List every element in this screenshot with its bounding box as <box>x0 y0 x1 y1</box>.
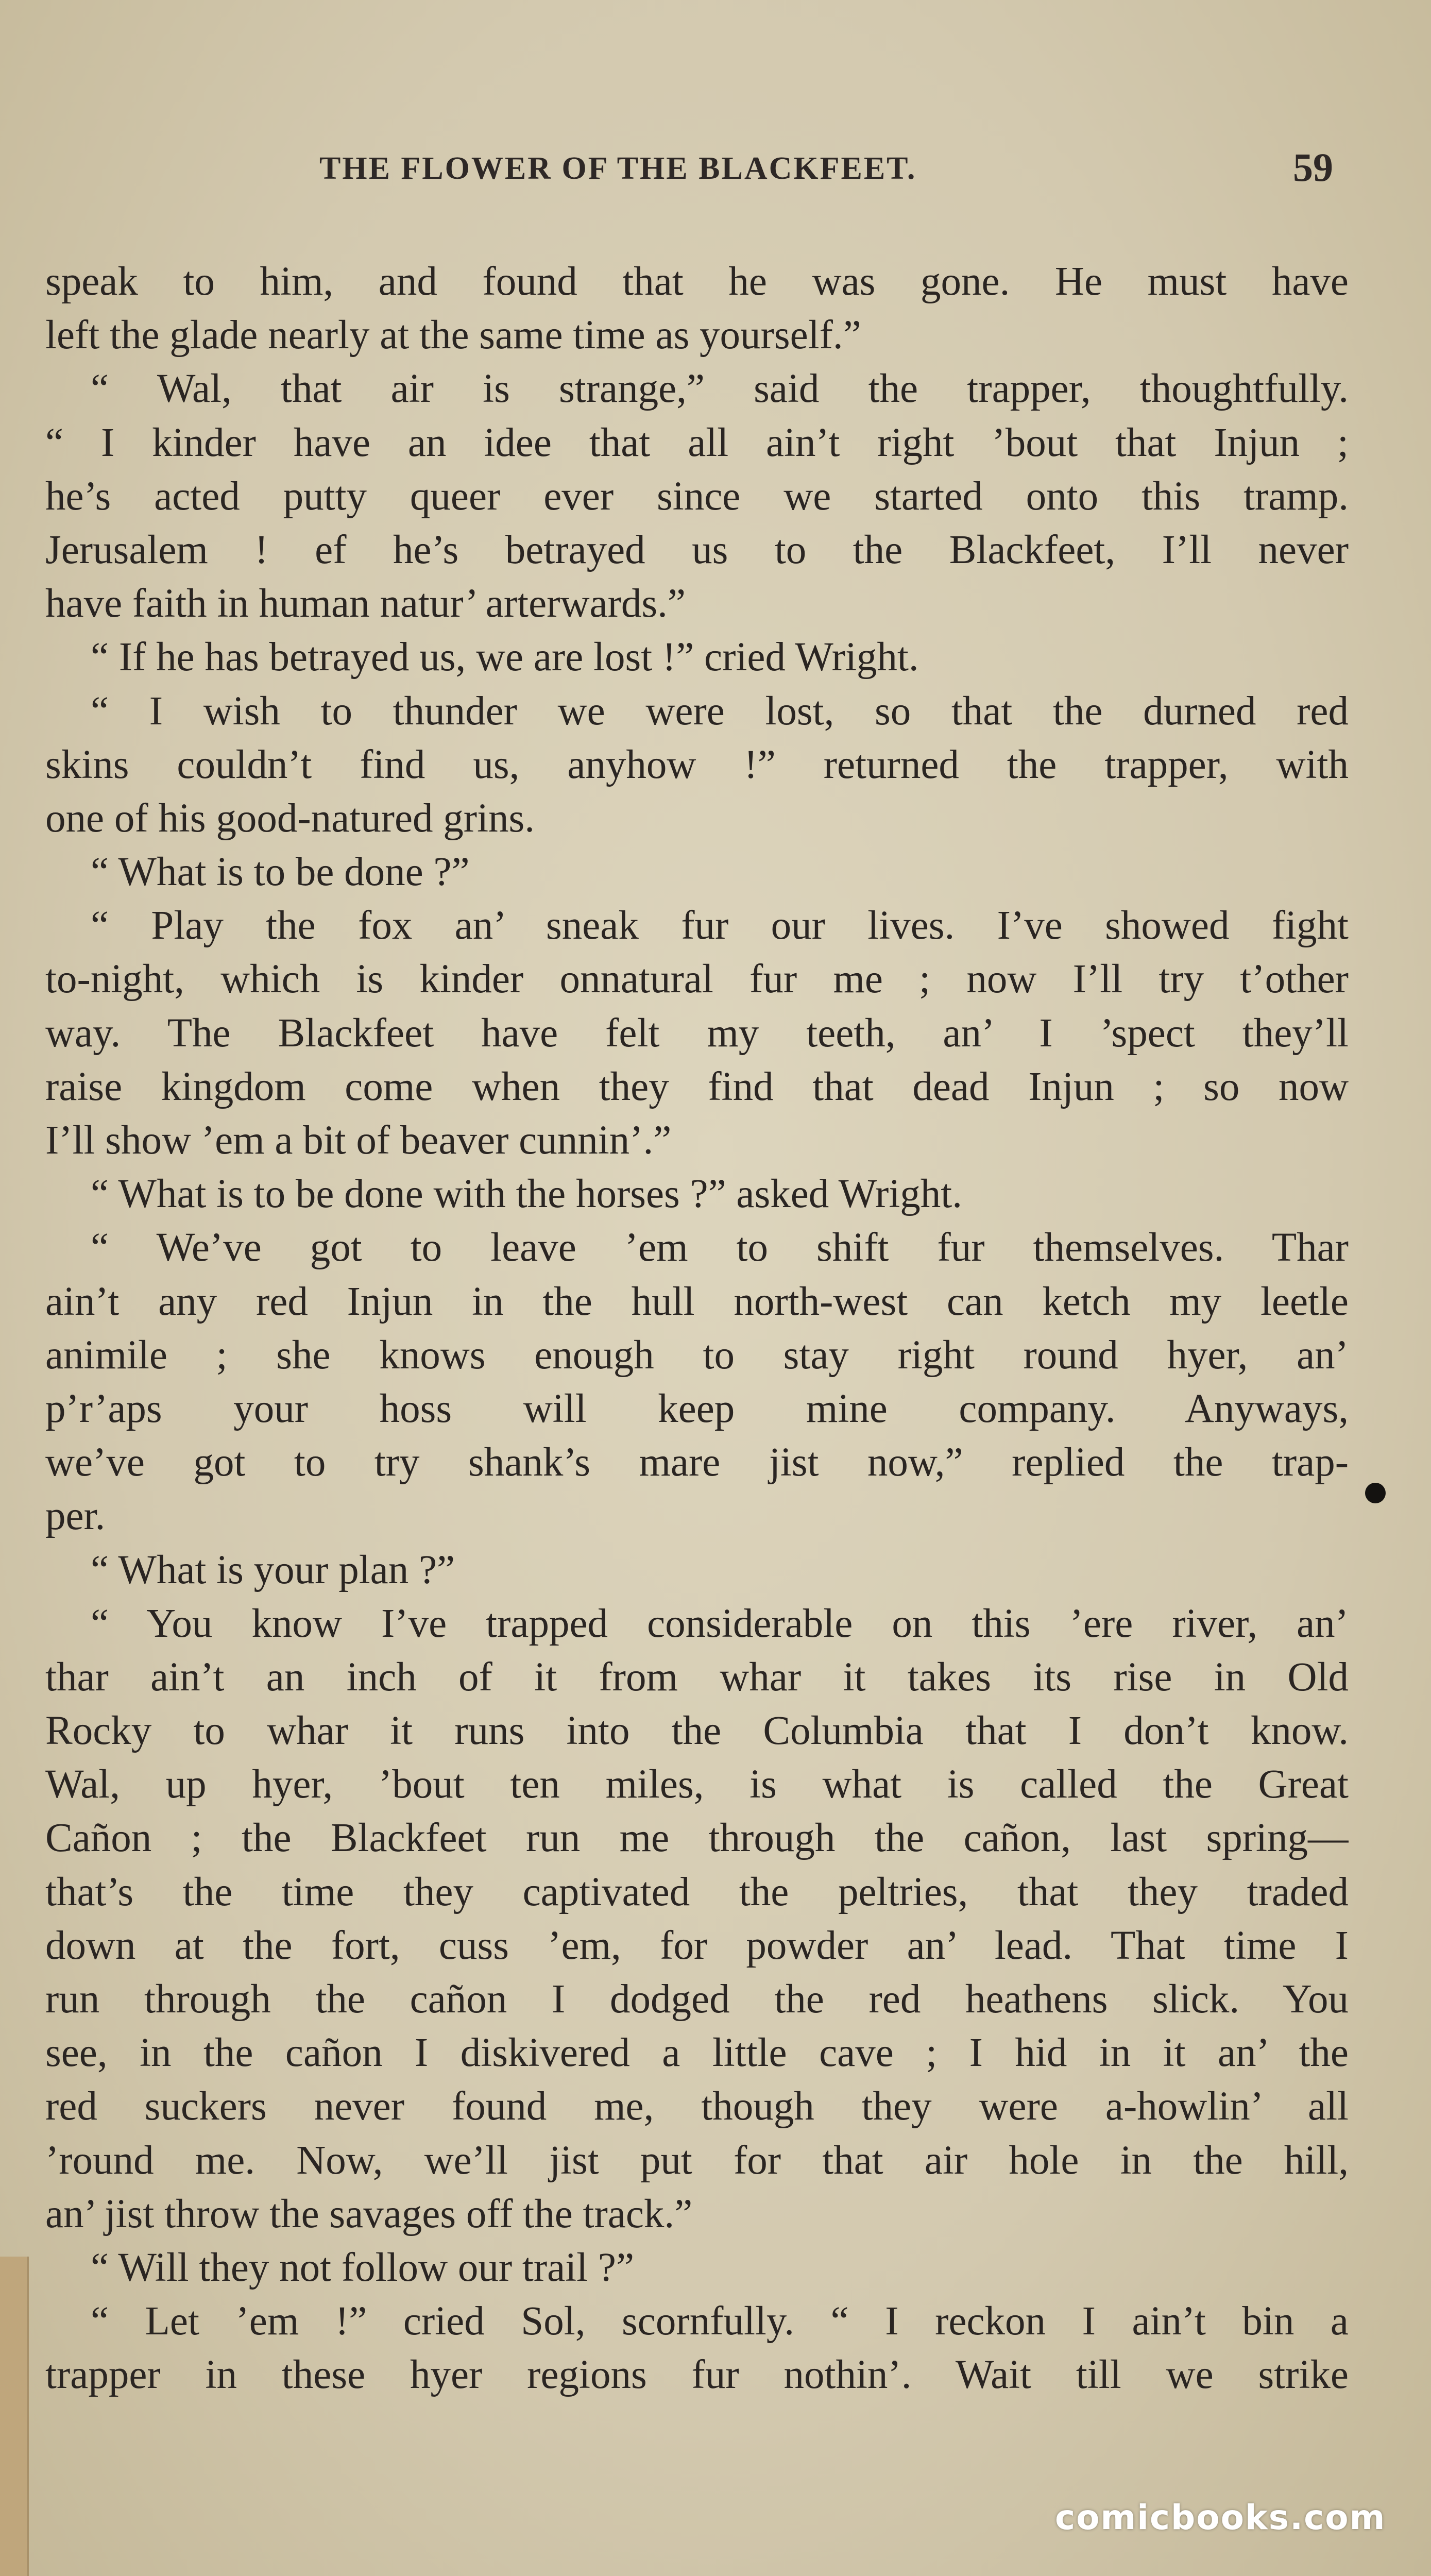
text-line: red suckers never found me, though they were a-howlin’ all <box>45 2084 1349 2129</box>
text-line: “ I kinder have an idee that all ain’t right ’bout that Injun ; <box>45 420 1349 465</box>
text-line: per. <box>45 1494 106 1539</box>
text-line: down at the fort, cuss ’em, for powder an’ lead. That time I <box>45 1923 1349 1968</box>
text-line: “ Wal, that air is strange,” said the trapper, thoughtfully. <box>91 366 1349 412</box>
text-line: Wal, up hyer, ’bout ten miles, is what is called the Great <box>45 1762 1349 1807</box>
text-line: run through the cañon I dodged the red heathens slick. You <box>45 1977 1349 2022</box>
text-line: left the glade nearly at the same time as yourself.” <box>45 313 861 358</box>
text-line: “ If he has betrayed us, we are lost !” cried Wright. <box>91 635 919 680</box>
margin-dot <box>1365 1483 1386 1503</box>
text-line: way. The Blackfeet have felt my teeth, an’ I ’spect they’ll <box>45 1010 1349 1056</box>
text-line: one of his good-natured grins. <box>45 795 535 841</box>
text-line: animile ; she knows enough to stay right round hyer, an’ <box>45 1332 1349 1378</box>
text-line: “ I wish to thunder we were lost, so that the durned red <box>91 688 1349 734</box>
text-line: we’ve got to try shank’s mare jist now,” replied the trap- <box>45 1440 1349 1485</box>
watermark-text: comicbooks.com <box>1055 2498 1386 2537</box>
text-line: p’r’aps your hoss will keep mine company. Anyways, <box>45 1386 1349 1431</box>
text-line: to-night, which is kinder onnatural fur me ; now I’ll try t’other <box>45 957 1349 1002</box>
text-line: have faith in human natur’ arterwards.” <box>45 581 686 626</box>
text-line: “ Play the fox an’ sneak fur our lives. I’ve showed fight <box>91 903 1349 948</box>
text-line: see, in the cañon I diskivered a little cave ; I hid in it an’ the <box>45 2030 1349 2076</box>
text-line: “ What is your plan ?” <box>91 1547 455 1592</box>
text-line: Jerusalem ! ef he’s betrayed us to the Blackfeet, I’ll never <box>45 527 1349 572</box>
page-edge <box>0 2257 29 2576</box>
text-line: trapper in these hyer regions fur nothin’. Wait till we strike <box>45 2352 1349 2398</box>
text-line: an’ jist throw the savages off the track.” <box>45 2191 693 2236</box>
text-line: ’round me. Now, we’ll jist put for that air hole in the hill, <box>45 2138 1349 2183</box>
text-line: “ You know I’ve trapped considerable on this ’ere river, an’ <box>91 1601 1349 1646</box>
text-line: Cañon ; the Blackfeet run me through the cañon, last spring— <box>45 1816 1349 1861</box>
text-line: “ Let ’em !” cried Sol, scornfully. “ I reckon I ain’t bin a <box>91 2299 1349 2344</box>
text-line: “ Will they not follow our trail ?” <box>91 2245 635 2290</box>
text-line: “ What is to be done ?” <box>91 850 470 895</box>
text-line: that’s the time they captivated the peltries, that they traded <box>45 1869 1349 1914</box>
text-line: I’ll show ’em a bit of beaver cunnin’.” <box>45 1118 672 1163</box>
text-line: speak to him, and found that he was gone. He must have <box>45 259 1349 304</box>
text-line: Rocky to whar it runs into the Columbia that I don’t know. <box>45 1708 1349 1754</box>
text-line: thar ain’t an inch of it from whar it takes its rise in Old <box>45 1654 1349 1700</box>
text-line: he’s acted putty queer ever since we started onto this tramp. <box>45 473 1349 519</box>
page-number: 59 <box>1293 145 1333 190</box>
text-line: raise kingdom come when they find that dead Injun ; so now <box>45 1064 1349 1109</box>
text-line: “ What is to be done with the horses ?” asked Wright. <box>91 1172 962 1217</box>
running-head: THE FLOWER OF THE BLACKFEET. <box>319 151 917 186</box>
text-line: skins couldn’t find us, anyhow !” returned the trapper, with <box>45 742 1349 787</box>
text-line: “ We’ve got to leave ’em to shift fur themselves. Thar <box>91 1225 1349 1270</box>
text-line: ain’t any red Injun in the hull north-west can ketch my leetle <box>45 1279 1349 1324</box>
body-text <box>45 255 1349 2402</box>
